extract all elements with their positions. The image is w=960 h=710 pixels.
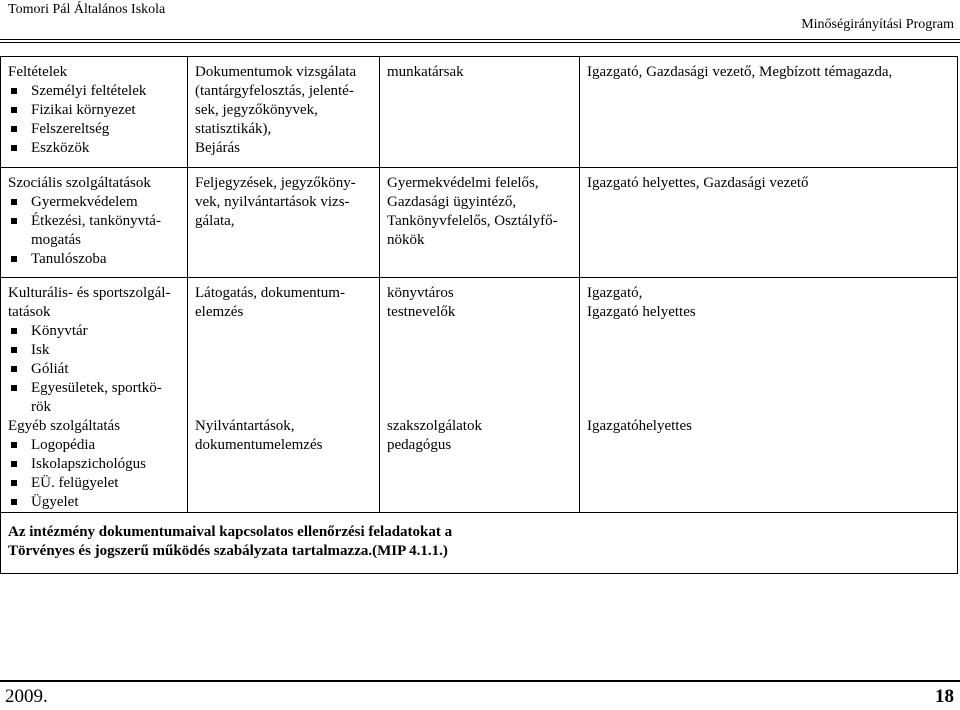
text-line: Gazdasági ügyintéző, <box>387 194 517 210</box>
list-item: Tanulószoba <box>8 250 182 269</box>
footer-year: 2009. <box>5 686 48 707</box>
cell-group <box>195 284 374 417</box>
list-item: Felszereltség <box>8 120 182 139</box>
header-rule <box>0 39 960 40</box>
text-line: Feljegyzések, jegyzőköny- <box>195 175 356 191</box>
header-rule-double <box>0 42 960 43</box>
text-line: gálata, <box>195 213 235 229</box>
text-line: elemzés <box>195 304 244 320</box>
list-item: Személyi feltételek <box>8 82 182 101</box>
text-line: sek, jegyzőkönyvek, <box>195 102 318 118</box>
list-item: Góliát <box>8 360 182 379</box>
responsible-cell <box>580 278 958 513</box>
area-list <box>8 322 182 417</box>
text-line: Bejárás <box>195 140 240 156</box>
responsible-cell <box>580 57 958 168</box>
text-line: könyvtáros <box>387 285 454 301</box>
text-line: Igazgatóhelyettes <box>587 418 692 434</box>
text-line: nökök <box>387 232 425 248</box>
footer-rule <box>0 680 960 682</box>
text-line: munkatársak <box>387 64 464 80</box>
participants-cell <box>380 57 580 168</box>
text-line: Igazgató helyettes, Gazdasági vezető <box>587 175 809 191</box>
area-list <box>8 193 182 269</box>
list-item: Könyvtár <box>8 322 182 341</box>
participants-cell <box>380 168 580 278</box>
method-cell <box>188 168 380 278</box>
responsible-cell <box>580 168 958 278</box>
control-table <box>0 56 958 574</box>
method-cell <box>188 278 380 513</box>
table-row <box>1 57 958 168</box>
area-heading: Kulturális- és sportszolgál- <box>8 285 171 301</box>
table-row <box>1 278 958 513</box>
text-line: szakszolgálatok <box>387 418 482 434</box>
cell-group <box>587 284 952 417</box>
text-line: (tantárgyfelosztás, jelenté- <box>195 83 354 99</box>
table-row <box>1 168 958 278</box>
list-item: Ügyelet <box>8 493 182 512</box>
text-line: dokumentumelemzés <box>195 437 323 453</box>
area-cell <box>1 57 188 168</box>
list-item: Gyermekvédelem <box>8 193 182 212</box>
list-item: Eszközök <box>8 139 182 158</box>
list-item: Isk <box>8 341 182 360</box>
area-cell <box>1 168 188 278</box>
method-cell <box>188 57 380 168</box>
cell-group <box>387 284 574 417</box>
list-item: Egyesületek, sportkö- rök <box>8 379 182 417</box>
text-line: Tankönyvfelelős, Osztályfő- <box>387 213 558 229</box>
summary-cell <box>1 513 958 574</box>
table-row <box>1 513 958 574</box>
text-line: Igazgató, <box>587 285 643 301</box>
participants-cell <box>380 278 580 513</box>
text-line: Gyermekvédelmi felelős, <box>387 175 539 191</box>
area-heading: Egyéb szolgáltatás <box>8 418 121 434</box>
area-cell <box>1 278 188 513</box>
summary-line: Törvényes és jogszerű működés szabályzata tartalmazza.(MIP 4.1.1.) <box>8 543 448 559</box>
school-name: Tomori Pál Általános Iskola <box>8 2 166 17</box>
page-number: 18 <box>935 686 954 707</box>
text-line: pedagógus <box>387 437 452 453</box>
text-line: vek, nyilvántartások vizs- <box>195 194 350 210</box>
text-line: Nyilvántartások, <box>195 418 295 434</box>
text-line: statisztikák), <box>195 121 272 137</box>
area-list <box>8 82 182 158</box>
text-line: Igazgató helyettes <box>587 304 696 320</box>
text-line: Igazgató, Gazdasági vezető, Megbízott témagazda, <box>587 64 893 80</box>
list-item: Fizikai környezet <box>8 101 182 120</box>
list-item: EÜ. felügyelet <box>8 474 182 493</box>
list-item: Étkezési, tankönyvtá- mogatás <box>8 212 182 250</box>
list-item: Logopédia <box>8 436 182 455</box>
area-heading: Szociális szolgáltatások <box>8 175 151 191</box>
summary-line: Az intézmény dokumentumaival kapcsolatos ellenőrzési feladatokat a <box>8 524 453 540</box>
text-line: Látogatás, dokumentum- <box>195 285 345 301</box>
program-title: Minőségirányítási Program <box>801 17 954 32</box>
text-line: testnevelők <box>387 304 456 320</box>
list-item: Iskolapszichológus <box>8 455 182 474</box>
area-heading: Feltételek <box>8 64 68 80</box>
text-line: Dokumentumok vizsgálata <box>195 64 357 80</box>
area-list <box>8 436 182 512</box>
area-heading: tatások <box>8 304 51 320</box>
